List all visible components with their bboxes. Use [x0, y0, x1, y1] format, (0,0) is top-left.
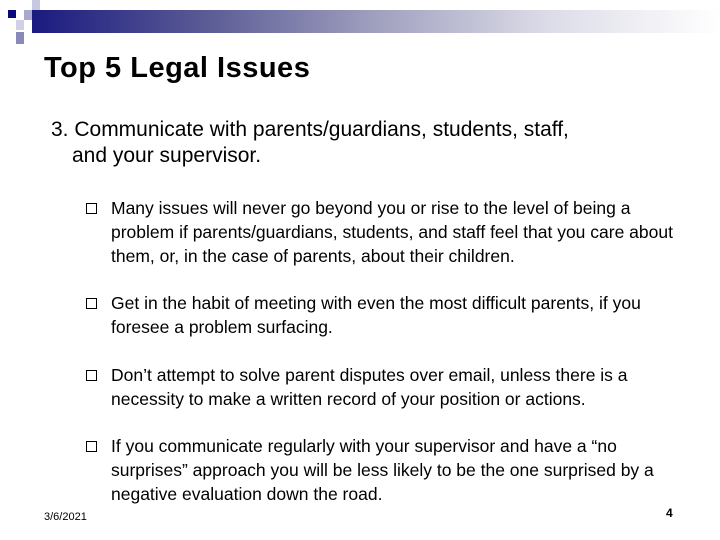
- square-bullet-icon: [86, 298, 97, 309]
- decor-square: [16, 20, 24, 30]
- bullet-item: [86, 434, 686, 506]
- bullet-text: Don’t attempt to solve parent disputes over email, unless there is a necessity to make a written record of your position or actions.: [111, 365, 628, 409]
- slide-date: 3/6/2021: [44, 511, 87, 523]
- decor-square: [8, 10, 16, 18]
- bullet-text: Many issues will never go beyond you or rise to the level of being a problem if parents/guardians, students, and staff feel that you care about them, or, in the case of parents, about their children.: [111, 198, 673, 266]
- slide-title: Top 5 Legal Issues: [44, 52, 311, 84]
- bullet-text: Get in the habit of meeting with even the most difficult parents, if you foresee a problem surfacing.: [111, 293, 641, 337]
- header-gradient-bar: [32, 10, 720, 33]
- decor-square: [16, 32, 24, 44]
- decor-square: [32, 0, 40, 10]
- bullet-item: [86, 291, 686, 339]
- main-point: [51, 117, 681, 169]
- square-bullet-icon: [86, 203, 97, 214]
- bullet-text: If you communicate regularly with your supervisor and have a “no surprises” approach you will be less likely to be the one surprised by a negative evaluation down the road.: [111, 436, 654, 504]
- decor-square: [24, 10, 32, 20]
- bullet-item: [86, 196, 686, 268]
- square-bullet-icon: [86, 441, 97, 452]
- square-bullet-icon: [86, 370, 97, 381]
- main-point-line1: 3. Communicate with parents/guardians, students, staff,: [51, 118, 569, 141]
- page-number: 4: [666, 506, 673, 520]
- bullet-item: [86, 363, 686, 411]
- main-point-line2: and your supervisor.: [72, 144, 262, 167]
